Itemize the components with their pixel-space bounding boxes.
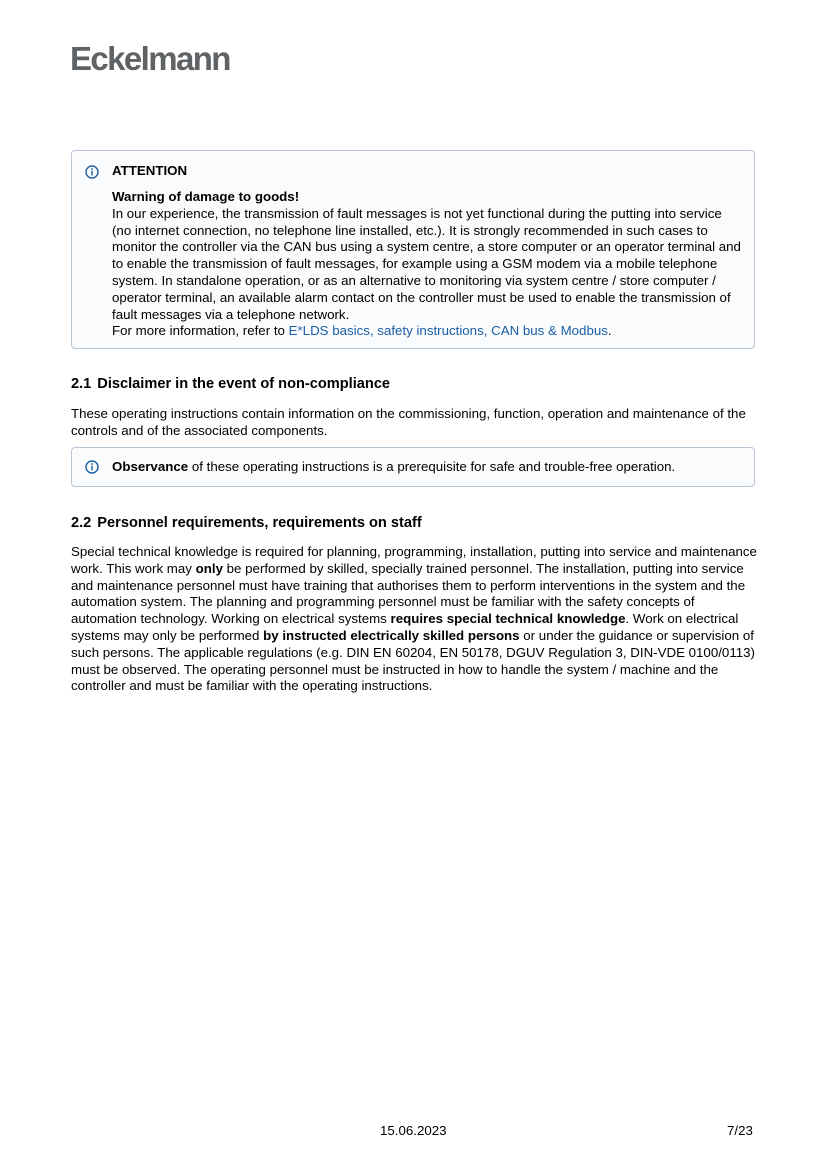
observance-bold: Observance (112, 459, 189, 474)
observance-rest: of these operating instructions is a prerequisite for safe and trouble-free operation. (188, 459, 676, 474)
text: Special technical knowledge is required for planning, programming, installation, putting into service and maintenance work. This work may (71, 544, 757, 576)
bold-text: only (195, 560, 223, 576)
more-info-suffix: . (607, 323, 612, 339)
info-icon (85, 460, 99, 474)
eckelmann-logo: Eckelmann (70, 40, 230, 77)
text: or under the guidance or supervision of such persons. The applicable regulations (e.g. DIN EN 60204, EN 50178, DGUV Regulation 3, DIN-VDE 0100/0113) must be observed. The operating personnel must be instructed in how to handle the system / machine and the controller and must be familiar with the operating instructions. (71, 627, 755, 694)
attention-notice (71, 150, 755, 349)
more-info-prefix: For more information, refer to (112, 323, 289, 339)
observance-text (112, 459, 742, 476)
elds-basics-link[interactable]: E*LDS basics, safety instructions, CAN bus & Modbus (288, 323, 608, 339)
section-2-2-paragraph (71, 544, 761, 695)
section-number: 2.1 (71, 376, 92, 392)
attention-title: ATTENTION (112, 163, 188, 178)
attention-body (112, 189, 742, 340)
section-2-1-paragraph: These operating instructions contain information on the commissioning, function, operation and maintenance of the controls and of the associated components. (71, 406, 746, 438)
section-title: Disclaimer in the event of non-compliance (97, 376, 391, 392)
info-icon (85, 165, 99, 179)
bold-text: requires special technical knowledge (390, 611, 626, 627)
bold-text: by instructed electrically skilled persons (263, 627, 520, 643)
text: be performed by skilled, specially trained personnel. The installation, putting into service and maintenance personnel must have training that authorises them to perform interventions in the system and the automation system. The planning and programming personnel must be familiar with the safety concepts of automation technology. Working on electrical systems (71, 560, 746, 627)
section-title: Personnel requirements, requirements on staff (97, 515, 422, 531)
section-2-1-heading (71, 376, 390, 392)
footer-date: 15.06.2023 (380, 1123, 447, 1138)
attention-subtitle: Warning of damage to goods! (112, 189, 300, 204)
observance-notice (71, 447, 755, 487)
page-number: 7/23 (727, 1123, 753, 1138)
attention-text: In our experience, the transmission of fault messages is not yet functional during the putting into service (no internet connection, no telephone line installed, etc.). It is strongly recommended in such cases to monitor the controller via the CAN bus using a system centre, a store computer or an operator terminal and to enable the transmission of fault messages, for example using a GSM modem via a mobile telephone system. In standalone operation, or as an alternative to monitoring via system centre / store computer / operator terminal, an available alarm contact on the controller must be used to enable the transmission of fault messages via a telephone network. (112, 205, 741, 322)
text: . Work on electrical systems may only be performed (71, 611, 739, 643)
section-number: 2.2 (71, 515, 92, 531)
section-2-2-heading (71, 515, 422, 531)
